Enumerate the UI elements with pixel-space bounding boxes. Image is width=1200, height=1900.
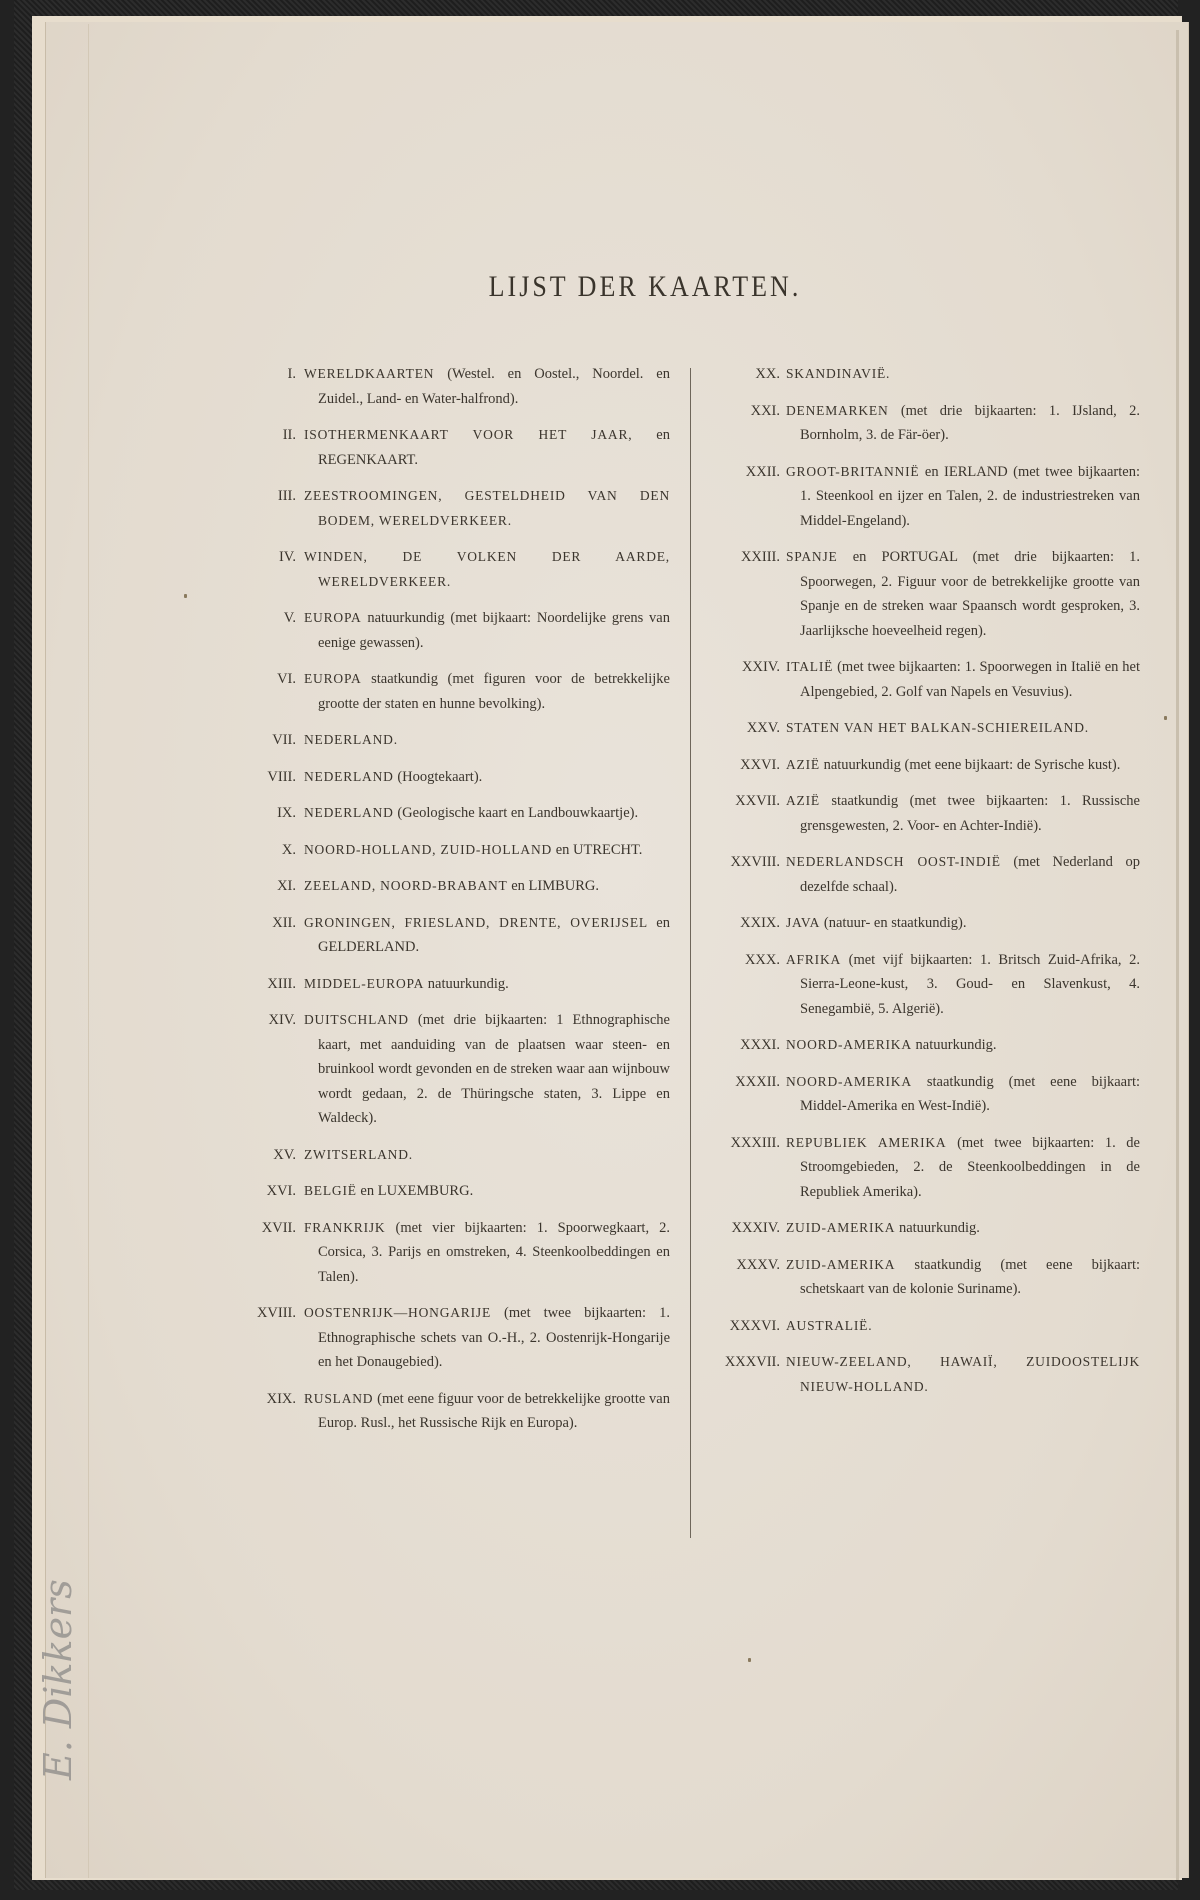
entry-text — [304, 484, 670, 533]
entry-heading: MIDDEL-EUROPA — [304, 975, 425, 991]
map-list-entry — [700, 1216, 1140, 1241]
entry-text — [786, 716, 1140, 741]
map-list-entry — [700, 1253, 1140, 1302]
entry-number: XVI. — [266, 1183, 296, 1199]
entry-heading: DENEMARKEN — [786, 402, 889, 418]
entry-heading: NEDERLAND. — [304, 732, 398, 747]
map-list-right-column — [700, 362, 1140, 1411]
entry-number: XIX. — [266, 1390, 296, 1407]
map-list-entry — [700, 850, 1140, 899]
entry-heading: RUSLAND — [304, 1390, 374, 1406]
map-list-entry — [700, 460, 1140, 534]
entry-heading: REPUBLIEK AMERIKA — [786, 1134, 947, 1150]
entry-text — [786, 1070, 1140, 1119]
entry-text — [786, 1314, 1140, 1339]
entry-description: en GELDERLAND. — [318, 914, 670, 955]
entry-text — [786, 911, 1140, 936]
entry-heading: AZIË — [786, 793, 820, 808]
entry-description: natuurkundig. — [895, 1220, 980, 1236]
entry-heading: ZUID-AMERIKA — [786, 1220, 896, 1235]
entry-number: XX. — [755, 366, 780, 382]
entry-number: XXV. — [746, 720, 780, 736]
page-edge — [1176, 30, 1179, 1880]
entry-description: (met vier bijkaarten: 1. Spoorwegkaart, 2. Corsica, 3. Parijs en omstreken, 4. Steenkoolbeddingen en Talen). — [318, 1219, 670, 1285]
entry-heading: SPANJE — [786, 549, 838, 564]
map-list-entry — [230, 972, 670, 997]
entry-heading: DUITSCHLAND — [304, 1012, 409, 1027]
entry-number: XXVI. — [740, 756, 780, 773]
entry-description: (met eene figuur voor de betrekkelijke grootte van Europ. Rusl., het Russische Rijk en Europa). — [318, 1390, 670, 1431]
entry-description: natuurkundig (met bijkaart: Noordelijke grens van eenige gewassen). — [318, 610, 670, 651]
entry-text — [786, 948, 1140, 1022]
paper-speck — [1164, 716, 1167, 720]
entry-heading: WINDEN, DE VOLKEN DER AARDE, WERELDVERKEER. — [304, 549, 670, 589]
map-list-entry — [700, 399, 1140, 448]
entry-text — [786, 1253, 1140, 1302]
map-list-entry — [700, 362, 1140, 387]
entry-heading: NOORD-AMERIKA — [786, 1073, 912, 1089]
map-list-entry — [230, 667, 670, 716]
entry-description: (Geologische kaart en Landbouwkaartje). — [393, 805, 639, 821]
entry-number: IV. — [278, 549, 296, 565]
entry-heading: GROOT-BRITANNIË — [786, 463, 920, 479]
entry-text — [304, 972, 670, 997]
map-list-entry — [230, 728, 670, 753]
entry-number: VII. — [272, 732, 296, 748]
entry-description: (natuur- en staatkundig). — [820, 915, 967, 931]
entry-heading: ZWITSERLAND. — [304, 1146, 413, 1162]
handwritten-signature: E. Dikkers — [36, 1579, 80, 1780]
entry-heading: BELGIË — [304, 1183, 357, 1198]
entry-text — [304, 911, 670, 960]
entry-heading: SKANDINAVIË. — [786, 366, 891, 381]
entry-text — [304, 1008, 670, 1131]
entry-number: XXXIV. — [731, 1220, 780, 1236]
map-list-entry — [700, 948, 1140, 1022]
entry-heading: NOORD-AMERIKA — [786, 1037, 912, 1052]
entry-description: (met twee bijkaarten: 1. de Stroomgebieden, 2. de Steenkoolbeddingen in de Republiek Amerika). — [800, 1134, 1140, 1200]
entry-description: natuurkundig. — [424, 975, 509, 992]
entry-heading: ITALIË — [786, 659, 834, 674]
entry-heading: JAVA — [786, 915, 821, 930]
entry-text — [786, 753, 1140, 778]
entry-heading: ZEESTROOMINGEN, GESTELDHEID VAN DEN BODEM, WERELDVERKEER. — [304, 488, 670, 528]
entry-number: XXIII. — [740, 549, 780, 565]
entry-text — [786, 1216, 1140, 1241]
entry-number: XV. — [273, 1146, 296, 1163]
page-title: LIJST DER KAARTEN. — [488, 269, 802, 304]
entry-description: (Hoogtekaart). — [393, 768, 483, 785]
entry-text — [304, 423, 670, 472]
entry-text — [786, 850, 1140, 899]
entry-number: XIII. — [267, 975, 296, 992]
entry-number: VIII. — [267, 768, 296, 785]
entry-description: (met drie bijkaarten: 1. IJsland, 2. Bornholm, 3. de Fär-öer). — [800, 402, 1140, 443]
entry-heading: NIEUW-ZEELAND, HAWAIÏ, ZUIDOOSTELIJK NIEUW-HOLLAND. — [786, 1354, 1140, 1394]
entry-number: XXX. — [744, 951, 780, 968]
entry-number: X. — [281, 841, 296, 858]
map-list-entry — [230, 874, 670, 899]
entry-text — [304, 838, 670, 863]
map-list-entry — [700, 655, 1140, 704]
entry-number: VI. — [277, 671, 296, 687]
entry-number: XII. — [272, 914, 296, 931]
entry-text — [304, 362, 670, 411]
entry-description: (Westel. en Oostel., Noordel. en Zuidel., Land- en Water-halfrond). — [318, 366, 670, 407]
entry-text — [786, 1350, 1140, 1399]
entry-text — [786, 545, 1140, 643]
map-list-entry — [230, 484, 670, 533]
entry-text — [304, 667, 670, 716]
entry-text — [786, 1131, 1140, 1205]
map-list-entry — [230, 911, 670, 960]
entry-number: V. — [283, 610, 296, 626]
entry-heading: AZIË — [786, 756, 820, 772]
entry-number: XXVIII. — [730, 854, 780, 870]
map-list-entry — [230, 545, 670, 594]
map-list-entry — [700, 789, 1140, 838]
entry-text — [786, 1033, 1140, 1058]
entry-text — [304, 1216, 670, 1290]
entry-number: XIV. — [268, 1012, 296, 1028]
map-list-entry — [700, 1314, 1140, 1339]
entry-heading: AUSTRALIË. — [786, 1317, 873, 1333]
entry-description: (met drie bijkaarten: 1 Ethnographische kaart, met aanduiding van de plaatsen waar steen- en bruinkool wordt gevonden en de streken waar aan wijnbouw wordt gedaan, 2. de Thüringsche staten, 3. Lippe en Waldeck). — [318, 1012, 670, 1126]
map-list-entry — [700, 1350, 1140, 1399]
entry-number: XXXV. — [736, 1256, 780, 1273]
entry-description: en LUXEMBURG. — [356, 1183, 474, 1199]
paper-speck — [748, 1658, 751, 1662]
entry-heading: NEDERLAND — [304, 768, 394, 784]
entry-text — [786, 789, 1140, 838]
entry-description: staatkundig (met eene bijkaart: schetskaart van de kolonie Suriname). — [800, 1256, 1140, 1297]
entry-heading: EUROPA — [304, 610, 362, 625]
map-list-entry — [700, 1131, 1140, 1205]
entry-heading: NEDERLANDSCH OOST-INDIË — [786, 854, 1001, 869]
entry-number: IX. — [277, 805, 296, 821]
entry-number: XXXI. — [740, 1037, 780, 1053]
entry-number: XVII. — [261, 1219, 296, 1236]
map-list-entry — [700, 545, 1140, 643]
entry-heading: STATEN VAN HET BALKAN-SCHIEREILAND. — [786, 720, 1089, 735]
entry-text — [786, 655, 1140, 704]
entry-description: (met twee bijkaarten: 1. Ethnographische schets van O.-H., 2. Oostenrijk-Hongarije en het Donaugebied). — [318, 1305, 670, 1370]
map-list-entry — [700, 911, 1140, 936]
map-list-entry — [230, 1143, 670, 1168]
entry-number: XXII. — [745, 463, 780, 480]
entry-heading: AFRIKA — [786, 951, 842, 967]
entry-number: XXXVI. — [729, 1317, 780, 1334]
map-list-entry — [230, 1301, 670, 1375]
entry-text — [304, 874, 670, 899]
entry-description: (met twee bijkaarten: 1. Spoorwegen in Italië en het Alpengebied, 2. Golf van Napels en Vesuvius). — [800, 659, 1140, 700]
entry-heading: OOSTENRIJK—HONGARIJE — [304, 1305, 491, 1320]
entry-heading: GRONINGEN, FRIESLAND, DRENTE, OVERIJSEL — [304, 914, 648, 930]
map-list-left-column — [230, 362, 670, 1448]
entry-number: III. — [277, 488, 296, 504]
entry-text — [304, 1387, 670, 1436]
map-list-entry — [230, 1008, 670, 1131]
entry-text — [786, 399, 1140, 448]
map-list-entry — [230, 362, 670, 411]
entry-heading: NEDERLAND — [304, 805, 394, 820]
entry-number: XXIV. — [742, 659, 780, 675]
map-list-entry — [230, 838, 670, 863]
entry-text — [304, 545, 670, 594]
entry-number: XXI. — [750, 402, 780, 419]
map-list-entry — [230, 1216, 670, 1290]
entry-number: XXVII. — [735, 793, 780, 809]
entry-text — [304, 1143, 670, 1168]
entry-heading: WERELDKAARTEN — [304, 366, 435, 381]
entry-heading: ISOTHERMENKAART VOOR HET JAAR, — [304, 427, 633, 442]
entry-description: staatkundig (met twee bijkaarten: 1. Russische grensgewesten, 2. Voor- en Achter-Indië). — [800, 793, 1140, 834]
map-list-entry — [230, 423, 670, 472]
entry-number: XXXVII. — [724, 1354, 780, 1370]
entry-text — [304, 1179, 670, 1204]
entry-description: staatkundig (met eene bijkaart: Middel-Amerika en West-Indië). — [800, 1073, 1140, 1114]
entry-number: XXXIII. — [730, 1134, 780, 1151]
map-list-entry — [700, 1033, 1140, 1058]
entry-description: en IERLAND (met twee bijkaarten: 1. Steenkool en ijzer en Talen, 2. de industriestreken van Middel-Engeland). — [800, 463, 1140, 529]
entry-text — [304, 765, 670, 790]
map-list-entry — [230, 1387, 670, 1436]
paper-speck — [184, 594, 187, 598]
entry-description: staatkundig (met figuren voor de betrekkelijke grootte der staten en hunne bevolking). — [318, 671, 670, 712]
entry-description: en REGENKAART. — [318, 427, 670, 468]
entry-number: II. — [282, 427, 296, 443]
entry-text — [304, 1301, 670, 1375]
entry-heading: NOORD-HOLLAND, ZUID-HOLLAND — [304, 841, 553, 857]
entry-description: (met vijf bijkaarten: 1. Britsch Zuid-Afrika, 2. Sierra-Leone-kust, 3. Goud- en Slavenkust, 4. Senegambië, 5. Algerië). — [800, 951, 1140, 1017]
entry-number: XXXII. — [735, 1073, 780, 1090]
entry-description: natuurkundig. — [911, 1037, 997, 1053]
entry-description: (met Nederland op dezelfde schaal). — [800, 854, 1140, 895]
map-list-entry — [700, 716, 1140, 741]
entry-description: en PORTUGAL (met drie bijkaarten: 1. Spoorwegen, 2. Figuur voor de betrekkelijke grootte van Spanje en de streken waar Spaansch wordt gesproken, 3. Jaarlijksche hoeveelheid regen). — [800, 549, 1140, 639]
entry-text — [304, 606, 670, 655]
entry-number: XVIII. — [256, 1305, 296, 1321]
entry-description: natuurkundig (met eene bijkaart: de Syrische kust). — [819, 756, 1121, 773]
map-list-entry — [230, 801, 670, 826]
entry-number: XI. — [277, 878, 296, 894]
map-list-entry — [700, 753, 1140, 778]
map-list-entry — [230, 1179, 670, 1204]
entry-heading: FRANKRIJK — [304, 1219, 386, 1235]
entry-number: XXIX. — [740, 915, 780, 931]
map-list-entry — [230, 765, 670, 790]
entry-text — [304, 801, 670, 826]
entry-text — [786, 362, 1140, 387]
entry-number: I. — [287, 366, 296, 382]
entry-heading: ZEELAND, NOORD-BRABANT — [304, 878, 508, 893]
entry-description: en LIMBURG. — [507, 878, 600, 894]
entry-heading: EUROPA — [304, 671, 362, 686]
map-list-entry — [700, 1070, 1140, 1119]
entry-text — [786, 460, 1140, 534]
entry-heading: ZUID-AMERIKA — [786, 1256, 896, 1272]
column-divider — [690, 368, 691, 1538]
entry-text — [304, 728, 670, 753]
entry-description: en UTRECHT. — [552, 841, 643, 858]
map-list-entry — [230, 606, 670, 655]
